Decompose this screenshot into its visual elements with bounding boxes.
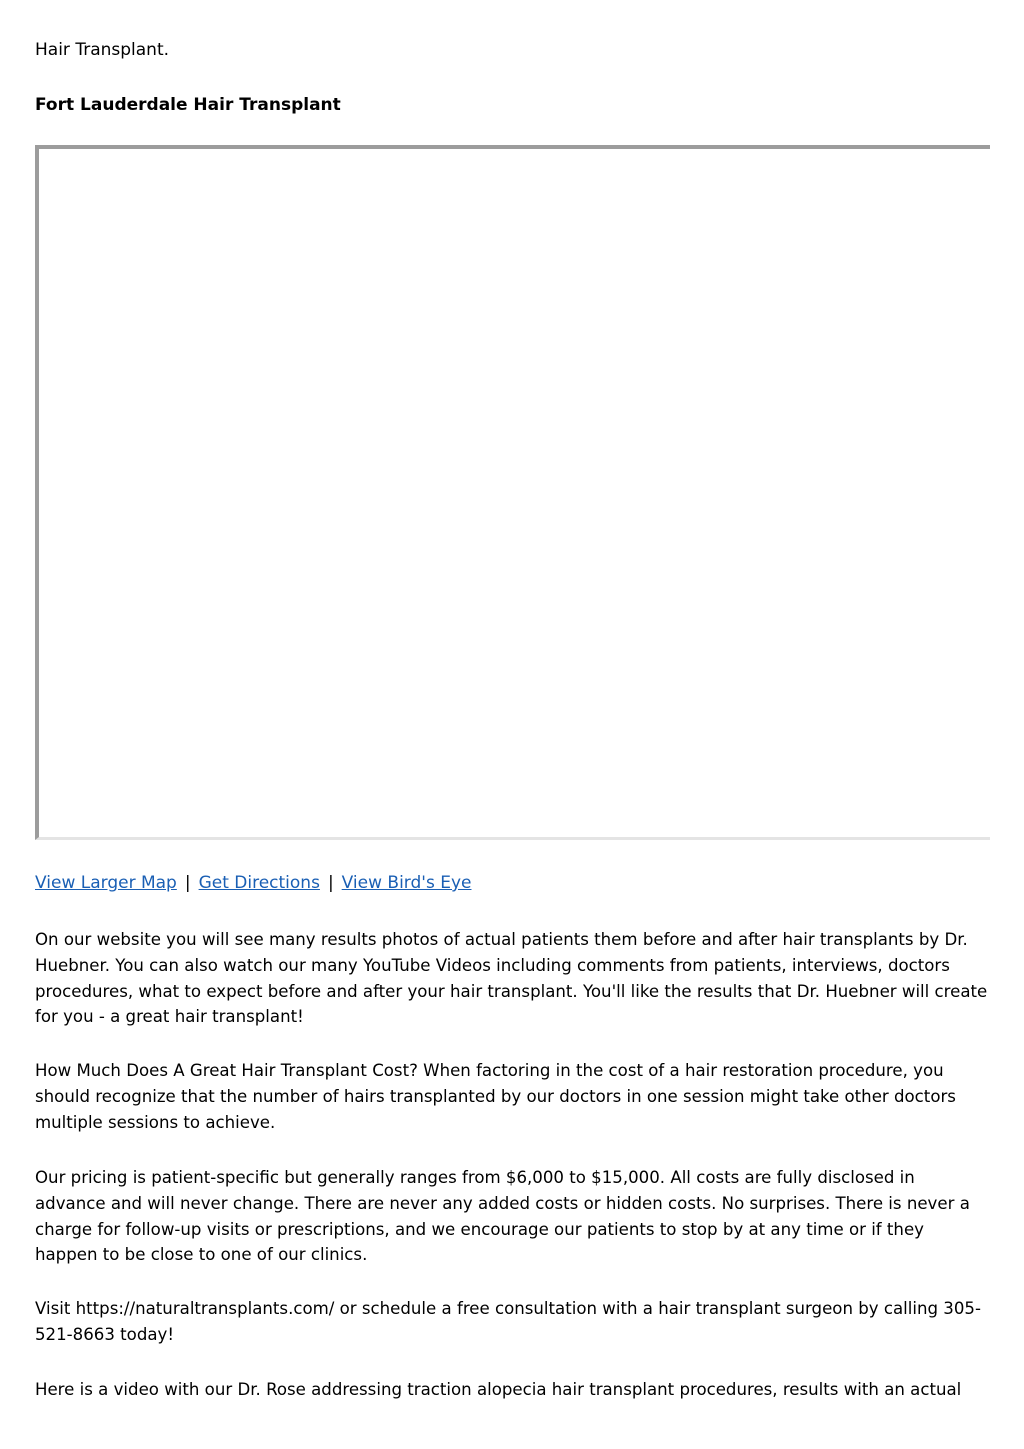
get-directions-link[interactable]: Get Directions bbox=[198, 873, 320, 893]
embedded-map-frame[interactable] bbox=[35, 145, 990, 840]
intro-text: Hair Transplant. bbox=[35, 40, 170, 60]
paragraph-results: On our website you will see many results photos of actual patients them before and after hair transplants by Dr. Huebner. You can also watch our many YouTube Videos including comments from patients, interviews, doctors procedures, what to expect before and after your hair transplant. You'll like the results that Dr. Huebner will create for you - a great hair transplant! bbox=[35, 930, 988, 1027]
page-heading: Fort Lauderdale Hair Transplant bbox=[35, 95, 341, 115]
view-larger-map-link[interactable]: View Larger Map bbox=[35, 873, 177, 893]
paragraph-pricing: Our pricing is patient-specific but generally ranges from $6,000 to $15,000. All costs are fully disclosed in advance and will never change. There are never any added costs or hidden costs. No surprises. There is never a charge for follow-up visits or prescriptions, and we encourage our patients to stop by at any time or if they happen to be close to one of our clinics. bbox=[35, 1168, 970, 1265]
link-separator: | bbox=[184, 873, 191, 893]
paragraph-cost: How Much Does A Great Hair Transplant Cost? When factoring in the cost of a hair restoration procedure, you should recognize that the number of hairs transplanted by our doctors in one session might take other doctors multiple sessions to achieve. bbox=[35, 1061, 956, 1132]
paragraph-video: Here is a video with our Dr. Rose addressing traction alopecia hair transplant procedures, results with an actual bbox=[35, 1380, 962, 1399]
view-birds-eye-link[interactable]: View Bird's Eye bbox=[341, 873, 472, 893]
paragraph-contact: Visit https://naturaltransplants.com/ or schedule a free consultation with a hair transplant surgeon by calling 305-521-8663 today! bbox=[35, 1299, 981, 1344]
link-separator: | bbox=[327, 873, 334, 893]
map-links bbox=[35, 871, 471, 895]
